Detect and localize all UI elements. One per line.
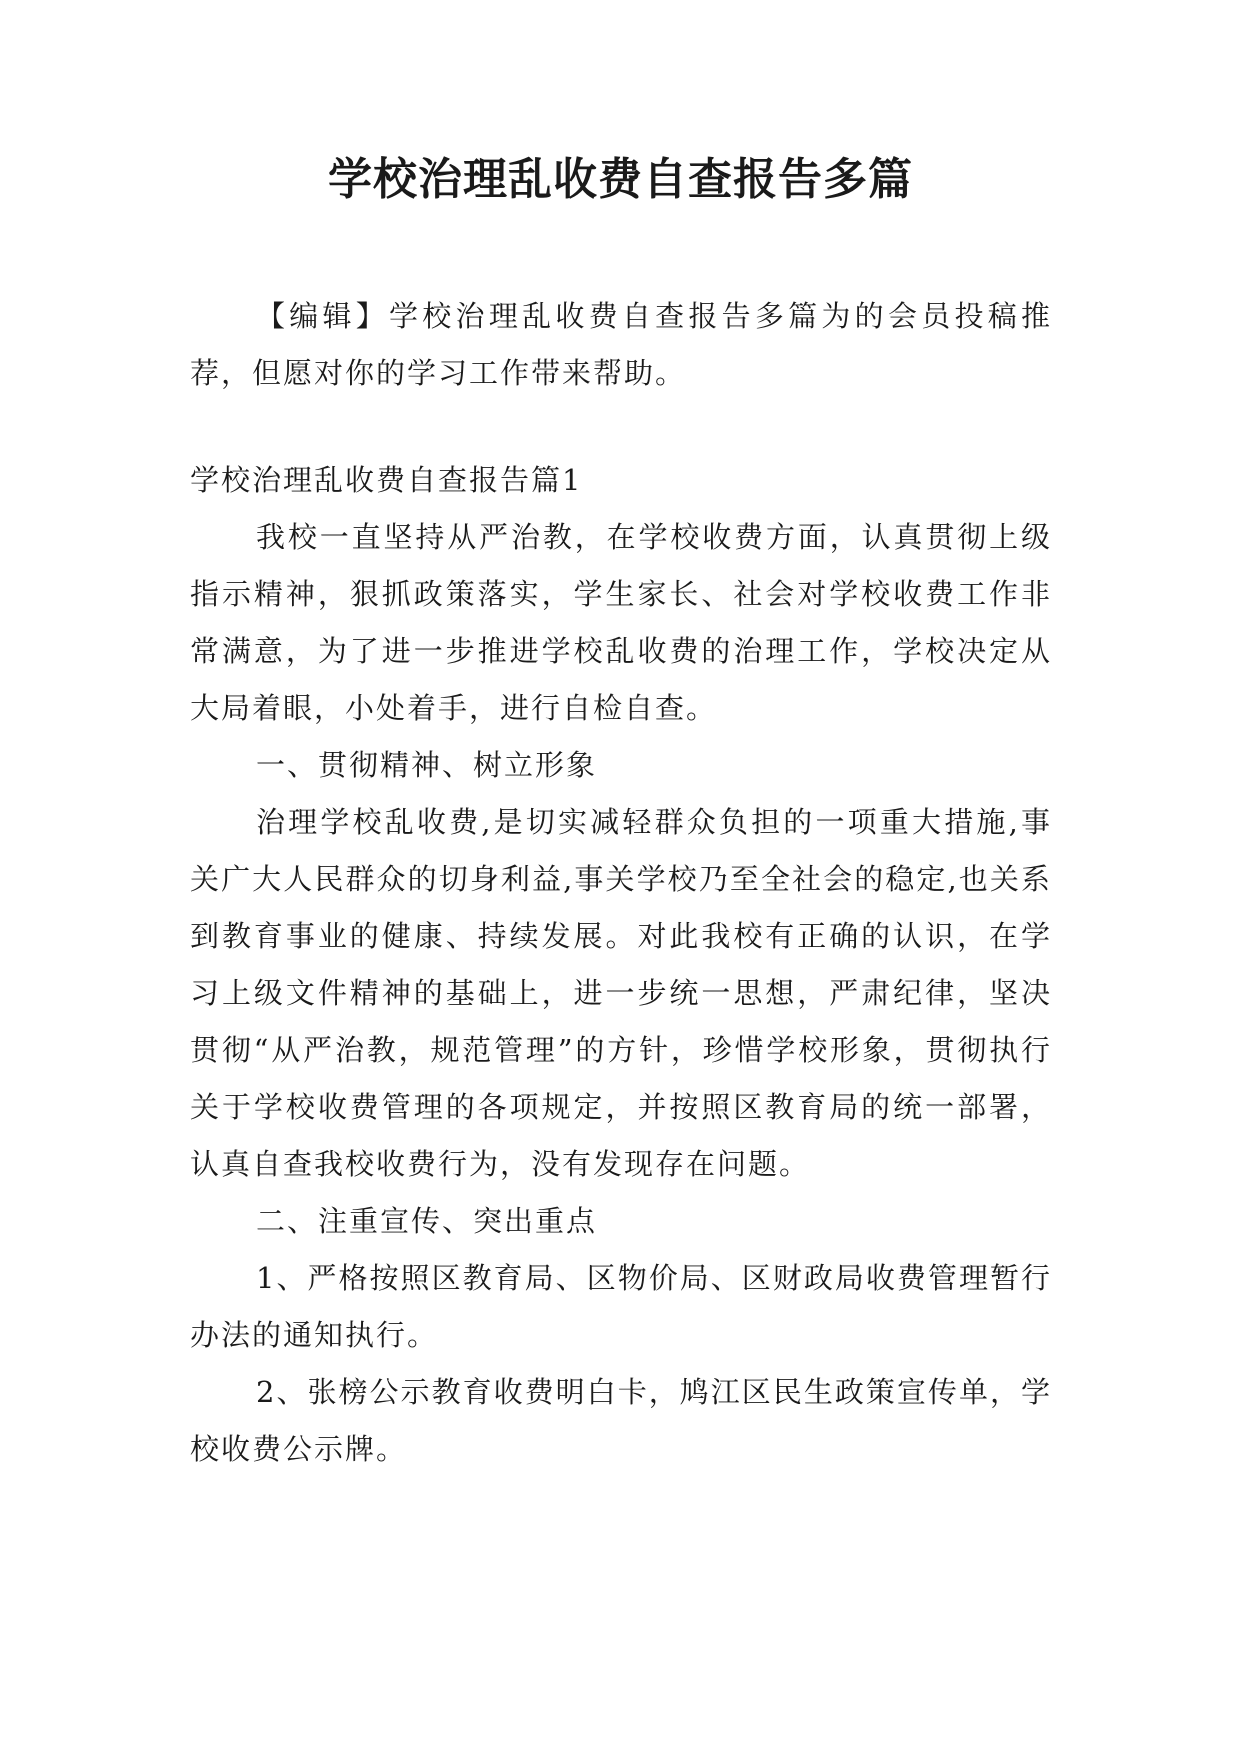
section-heading: 学校治理乱收费自查报告篇1 (190, 463, 583, 497)
intro-paragraph: 【编辑】学校治理乱收费自查报告多篇为的会员投稿推荐，但愿对你的学习工作带来帮助。 (190, 299, 1052, 390)
body-paragraph: 治理学校乱收费,是切实减轻群众负担的一项重大措施,事关广大人民群众的切身利益,事关学校乃至全社会的稳定,也关系到教育事业的健康、持续发展。对此我校有正确的认识，在学习上级文件精神的基础上，进一步统一思想，严肃纪律，坚决贯彻“从严治教，规范管理”的方针，珍惜学校形象，贯彻执行关于学校收费管理的各项规定，并按照区教育局的统一部署，认真自查我校收费行为，没有发现存在问题。 (190, 805, 1052, 1181)
document-title: 学校治理乱收费自查报告多篇 (328, 154, 913, 205)
document-body (190, 288, 1052, 1478)
list-item: 2、张榜公示教育收费明白卡，鸠江区民生政策宣传单，学校收费公示牌。 (190, 1375, 1052, 1466)
list-item: 1、严格按照区教育局、区物价局、区财政局收费管理暂行办法的通知执行。 (190, 1261, 1052, 1352)
subheading: 二、注重宣传、突出重点 (256, 1204, 598, 1238)
body-paragraph: 我校一直坚持从严治教，在学校收费方面，认真贯彻上级指示精神，狠抓政策落实，学生家长、社会对学校收费工作非常满意，为了进一步推进学校乱收费的治理工作，学校决定从大局着眼，小处着手，进行自检自查。 (190, 520, 1052, 725)
subheading: 一、贯彻精神、树立形象 (256, 748, 598, 782)
